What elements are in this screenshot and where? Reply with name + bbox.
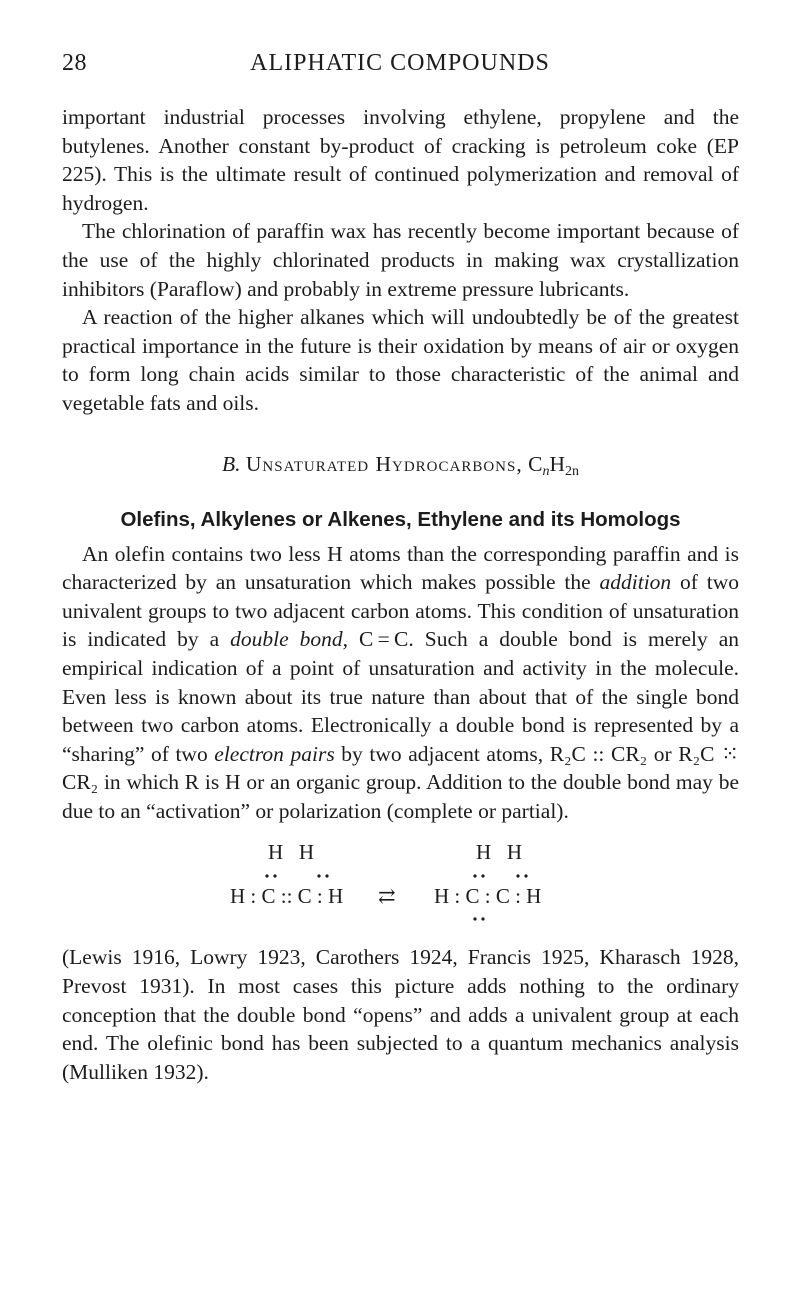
electron-dot xyxy=(265,875,268,878)
paragraph-5: (Lewis 1916, Lowry 1923, Carothers 1924, Francis 1925, Kharasch 1928, Prevost 1931). In most cases this picture adds nothing to the ordinary conception that the double bond “opens” and adds a univalent group at each end. The olefinic bond has been subjected to a quantum mechanics analysis (Mulliken 1932). xyxy=(62,945,739,1084)
equilibrium-arrow: ⇄ xyxy=(378,884,396,909)
right-top-h: H H xyxy=(476,840,523,865)
electron-dot xyxy=(325,875,328,878)
left-structure: H : C :: C : H xyxy=(230,884,344,909)
paragraph-3: A reaction of the higher alkanes which will undoubtedly be of the greatest practical importance in the future is their oxidation by means of air or oxygen to form long chain acids similar to those characteristic of the animal and vegetable fats and oils. xyxy=(62,305,739,415)
lewis-structure xyxy=(62,837,739,937)
section-formula: $C_nH_{2n}$ xyxy=(528,451,579,479)
electron-dot xyxy=(473,918,476,921)
subheading: Olefins, Alkylenes or Alkenes, Ethylene and its Homologs xyxy=(120,507,681,531)
running-title: ALIPHATIC COMPOUNDS xyxy=(250,50,550,76)
section-title xyxy=(62,450,739,486)
electron-dot xyxy=(473,875,476,878)
lewis-diagram xyxy=(62,837,739,937)
page-body xyxy=(62,103,739,1086)
electron-dot xyxy=(516,875,519,878)
electron-dot xyxy=(524,875,527,878)
electron-dot xyxy=(481,918,484,921)
section-letter: B. xyxy=(222,451,241,476)
right-structure: H : C : C : H xyxy=(434,884,542,909)
electron-dot xyxy=(317,875,320,878)
page-number: 28 xyxy=(62,50,87,76)
paragraph-1: important industrial processes involving ethylene, propylene and the butylenes. Another constant by-product of cracking is petroleum coke (EP 225). This is the ultimate result of continued polymerization and removal of hydrogen. xyxy=(62,105,739,215)
section-name: Unsaturated Hydrocarbons, xyxy=(245,451,523,476)
paragraph-4: An olefin contains two less H atoms than the corresponding paraffin and is characterized by an unsaturation which makes possible the addition of two univalent groups to two adjacent carbon atoms. This condition of unsaturation is indicated by a double bond, C = C. Such a double bond is merely an empirical indication of a point of unsaturation and activity in the molecule. Even less is known about its true nature than about that of the single bond between two carbon atoms. Electronically a double bond is represented by a “sharing” of two electron pairs by two adjacent atoms, R₂C :: CR₂ or R₂C ⁙ CR₂ in which R is H or an organic group. Addition to the double bond may be due to an “activation” or polarization (complete or partial). xyxy=(62,541,739,823)
left-top-h: H H xyxy=(268,840,315,865)
paragraph-2: The chlorination of paraffin wax has recently become important because of the use of the highly chlorinated products in making wax crystallization inhibitors (Paraflow) and probably in extreme pressure lubricants. xyxy=(62,219,739,301)
page-header xyxy=(62,50,738,84)
electron-dot xyxy=(481,875,484,878)
electron-dot xyxy=(273,875,276,878)
